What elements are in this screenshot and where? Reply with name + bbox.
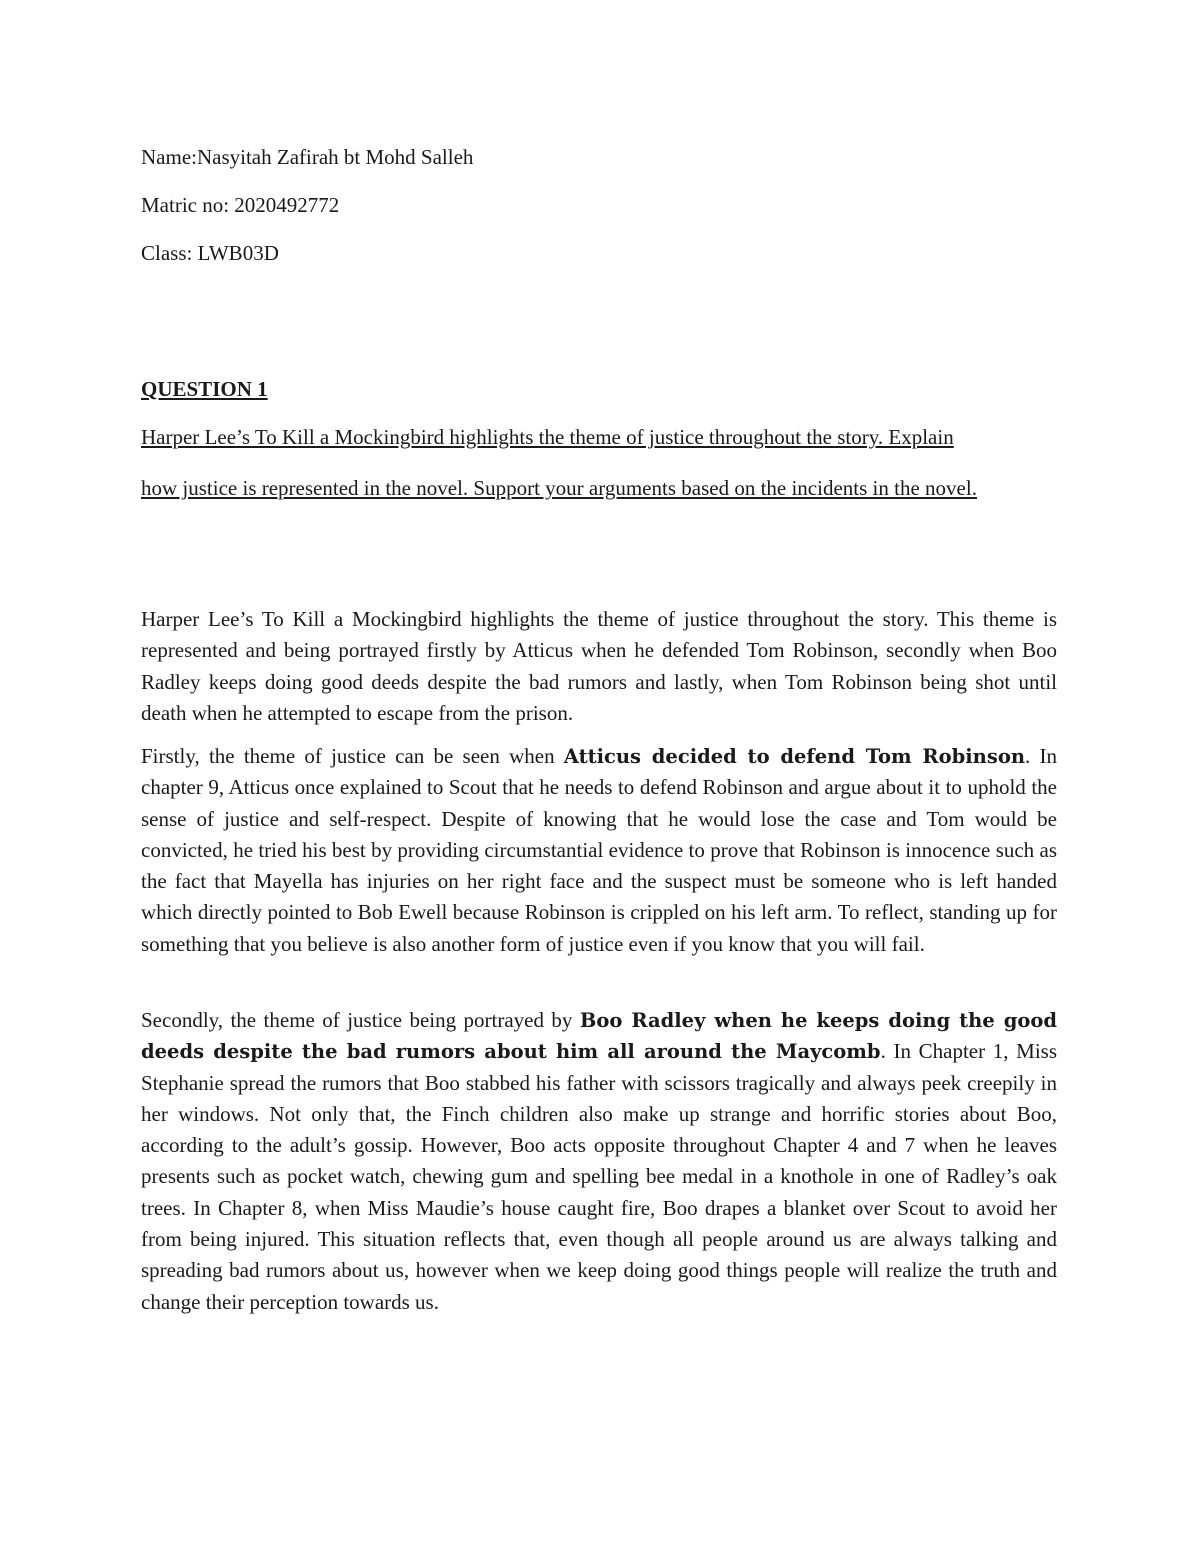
essay-paragraph-intro: Harper Lee’s To Kill a Mockingbird highlights the theme of justice throughout the story. This theme is represented and being portrayed firstly by Atticus when he defended Tom Robinson, secondly when Boo Radley keeps doing good deeds despite the bad rumors and lastly, when Tom Robinson being shot until death when he attempted to escape from the prison.	[141, 607, 1057, 725]
matric-number: Matric no: 2020492772	[141, 193, 340, 217]
essay-paragraph-atticus	[141, 741, 1057, 960]
paragraph-text: Firstly, the theme of justice can be seen when	[141, 744, 564, 768]
emphasized-phrase: Boo Radley when he keeps doing the good deeds despite the bad rumors about him all around the Maycomb	[141, 1009, 1058, 1064]
essay-paragraph-boo-radley	[141, 1005, 1057, 1318]
question-prompt-line-1: Harper Lee’s To Kill a Mockingbird highlights the theme of justice throughout the story. Explain	[141, 425, 954, 449]
class-code: Class: LWB03D	[141, 241, 279, 265]
emphasized-phrase: Atticus decided to defend Tom Robinson	[563, 745, 1026, 768]
paragraph-text: . In Chapter 1, Miss Stephanie spread the rumors that Boo stabbed his father with scissors tragically and always peek creepily in her windows. Not only that, the Finch children also make up strange and horrific stories about Boo, according to the adult’s gossip. However, Boo acts opposite throughout Chapter 4 and 7 when he leaves presents such as pocket watch, chewing gum and spelling bee medal in a knothole in one of Radley’s oak trees. In Chapter 8, when Miss Maudie’s house caught fire, Boo drapes a blanket over Scout to avoid her from being injured. This situation reflects that, even though all people around us are always talking and spreading bad rumors about us, however when we keep doing good things people will realize the truth and change their perception towards us.	[141, 1039, 1057, 1314]
paragraph-text: Secondly, the theme of justice being portrayed by	[141, 1008, 580, 1032]
question-prompt-continuation: how justice is represented in the novel. Support your arguments based on the incidents in the novel.	[141, 476, 977, 500]
paragraph-text: . In chapter 9, Atticus once explained to Scout that he needs to defend Robinson and argue about it to uphold the sense of justice and self-respect. Despite of knowing that he would lose the case and Tom would be convicted, he tried his best by providing circumstantial evidence to prove that Robinson is innocence such as the fact that Mayella has injuries on her right face and the suspect must be someone who is left handed which directly pointed to Bob Ewell because Robinson is crippled on his left arm. To reflect, standing up for something that you believe is also another form of justice even if you know that you will fail.	[141, 744, 1057, 956]
question-heading: QUESTION 1	[141, 377, 268, 401]
student-name: Name:Nasyitah Zafirah bt Mohd Salleh	[141, 145, 474, 169]
